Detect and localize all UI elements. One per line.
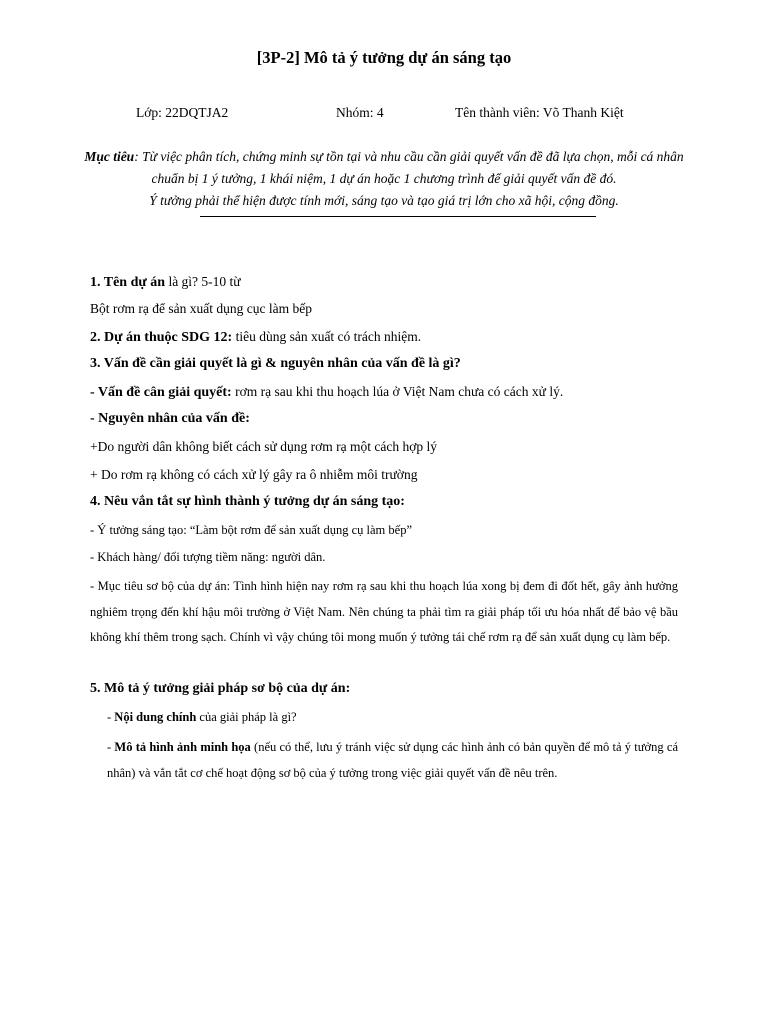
q5-item-1-rest: của giải pháp là gì? (196, 710, 297, 724)
q3-problem-label: - Vấn đề cân giải quyết: (90, 385, 232, 400)
q5-item-2 (107, 734, 678, 786)
member-label: Tên thành viên: Võ Thanh Kiệt (455, 105, 624, 120)
q3-cause-label: - Nguyên nhân của vấn đề: (90, 411, 250, 426)
q5-item-1-prefix: - (107, 710, 115, 724)
goal-text: : Từ việc phân tích, chứng minh sự tồn tại và nhu cầu cần giải quyết vấn đề đã lựa chọn, mỗi cá nhân chuẩn bị 1 ý tưởng, 1 khái niệm, 1 dự án hoặc 1 chương trình để giải quyết vấn đề đó. (134, 149, 684, 186)
q3-cause-1: +Do người dân không biết cách sử dụng rơm rạ một cách hợp lý (90, 439, 437, 454)
q3-problem-text: rơm rạ sau khi thu hoạch lúa ở Việt Nam chưa có cách xử lý. (231, 384, 564, 399)
q2-line (90, 327, 678, 348)
page-title: [3P-2] Mô tả ý tưởng dự án sáng tạo (256, 48, 512, 67)
q2-label: 2. Dự án thuộc SDG 12: (90, 330, 233, 345)
q5-item-1-label: Nội dung chính (114, 710, 197, 724)
q1-label: Tên dự án (103, 275, 166, 290)
q4-heading: 4. Nêu vắn tắt sự hình thành ý tưởng dự án sáng tạo: (90, 494, 405, 509)
group-label: Nhóm: 4 (336, 105, 384, 120)
q1-heading (90, 272, 678, 293)
q4-idea: - Ý tưởng sáng tạo: “Làm bột rơm để sản xuất dụng cụ làm bếp” (90, 523, 412, 537)
q1-rest: là gì? 5-10 từ (165, 274, 241, 289)
q5-heading: 5. Mô tả ý tưởng giải pháp sơ bộ của dự án: (90, 681, 351, 696)
q5-item-2-rest: (nếu có thể, lưu ý tránh việc sử dụng các hình ảnh có bản quyền để mô tả ý tưởng cá nhân) và vắn tắt cơ chế hoạt động sơ bộ của ý tưởng trong việc giải quyết vấn đề nêu trên. (107, 740, 678, 780)
q2-answer: tiêu dùng sản xuất có trách nhiệm. (232, 329, 422, 344)
q5-item-2-label: Mô tả hình ảnh minh họa (114, 740, 251, 754)
goal-label: Mục tiêu (84, 149, 135, 164)
q3-heading: 3. Vấn đề cần giải quyết là gì & nguyên nhân của vấn đề là gì? (90, 356, 461, 371)
q4-customer: - Khách hàng/ đối tượng tiềm năng: người dân. (90, 550, 326, 564)
goal-text-2: Ý tưởng phải thể hiện được tính mới, sáng tạo và tạo giá trị lớn cho xã hội, cộng đồng. (149, 193, 619, 208)
divider (200, 216, 596, 217)
q4-objective: - Mục tiêu sơ bộ của dự án: Tình hình hiện nay rơm rạ sau khi thu hoạch lúa xong bị đem đi đốt hết, gây ảnh hưởng nghiêm trọng đến khí hậu môi trường ở Việt Nam. Nên chúng ta phải tìm ra giải pháp tối ưu hóa nhất để bảo vệ bầu không khí thêm trong sạch. Chính vì vậy chúng tôi mong muốn ý tưởng tái chế rơm rạ để sản xuất dụng cụ làm bếp. (90, 579, 678, 644)
q3-problem (90, 382, 678, 403)
goal-paragraph (80, 146, 688, 212)
q3-cause-2: + Do rơm rạ không có cách xử lý gây ra ô nhiễm môi trường (90, 467, 418, 482)
q1-number: 1. (90, 275, 104, 290)
q5-item-2-prefix: - (107, 740, 115, 754)
q5-item-1 (107, 707, 678, 727)
q1-answer: Bột rơm rạ để sản xuất dụng cục làm bếp (90, 301, 312, 316)
class-label: Lớp: 22DQTJA2 (136, 105, 229, 120)
